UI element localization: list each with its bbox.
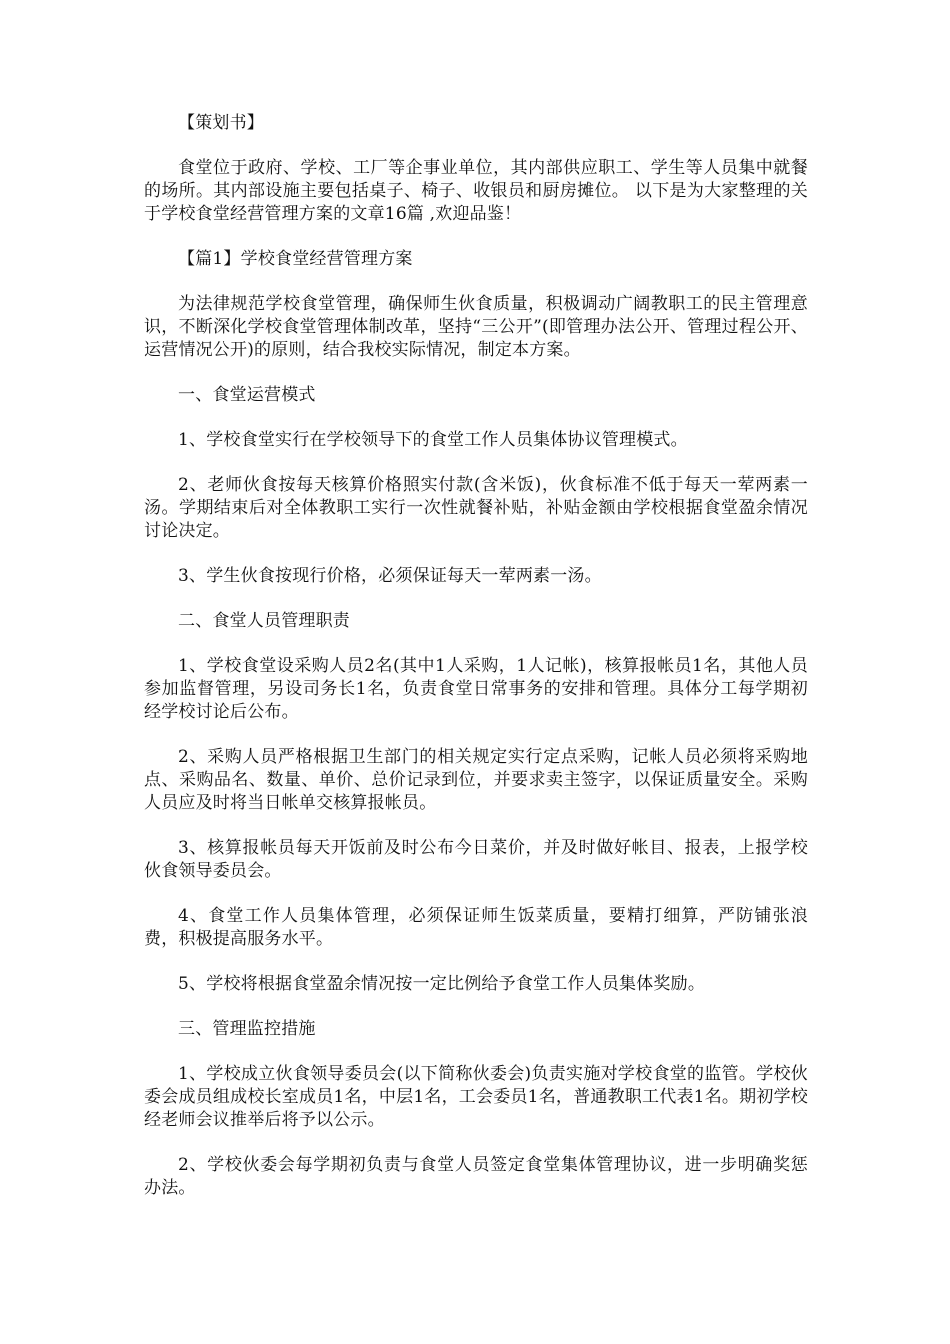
list-item: 2、老师伙食按每天核算价格照实付款(含米饭)，伙食标准不低于每天一荤两素一汤。学期结束后对全体教职工实行一次性就餐补贴，补贴金额由学校根据食堂盈余情况讨论决定。 <box>144 475 808 541</box>
body-paragraph: 为法律规范学校食堂管理，确保师生伙食质量，积极调动广阔教职工的民主管理意识，不断深化学校食堂管理体制改革，坚持“三公开”(即管理办法公开、管理过程公开、运营情况公开)的原则，结合我校实际情况，制定本方案。 <box>144 294 808 360</box>
list-item: 1、学校成立伙食领导委员会(以下简称伙委会)负责实施对学校食堂的监管。学校伙委会成员组成校长室成员1名，中层1名，工会委员1名，普通教职工代表1名。期初学校经老师会议推举后将予以公示。 <box>144 1064 808 1130</box>
document-body <box>144 112 808 1222</box>
section-heading: 三、管理监控措施 <box>178 1019 316 1039</box>
section-heading: 一、食堂运营模式 <box>178 385 316 405</box>
list-item: 1、学校食堂实行在学校领导下的食堂工作人员集体协议管理模式。 <box>178 430 688 450</box>
list-item: 1、学校食堂设采购人员2名(其中1人采购，1人记帐)，核算报帐员1名，其他人员参加监督管理，另设司务长1名，负责食堂日常事务的安排和管理。具体分工每学期初经学校讨论后公布。 <box>144 656 808 722</box>
list-item: 2、采购人员严格根据卫生部门的相关规定实行定点采购，记帐人员必须将采购地点、采购品名、数量、单价、总价记录到位，并要求卖主签字，以保证质量安全。采购人员应及时将当日帐单交核算报帐员。 <box>144 747 808 813</box>
intro-paragraph: 食堂位于政府、学校、工厂等企事业单位，其内部供应职工、学生等人员集中就餐的场所。其内部设施主要包括桌子、椅子、收银员和厨房摊位。 以下是为大家整理的关于学校食堂经营管理方案的文章16篇 ,欢迎品鉴！ <box>144 158 808 224</box>
list-item: 3、核算报帐员每天开饭前及时公布今日菜价，并及时做好帐目、报表，上报学校伙食领导委员会。 <box>144 838 808 881</box>
section-heading: 二、食堂人员管理职责 <box>178 611 350 631</box>
list-item: 3、学生伙食按现行价格，必须保证每天一荤两素一汤。 <box>178 566 602 586</box>
list-item: 4、食堂工作人员集体管理，必须保证师生饭菜质量，要精打细算，严防铺张浪费，积极提高服务水平。 <box>144 906 808 949</box>
list-item: 5、学校将根据食堂盈余情况按一定比例给予食堂工作人员集体奖励。 <box>178 974 706 994</box>
article-title: 【篇1】学校食堂经营管理方案 <box>178 249 413 269</box>
doc-section-label: 【策划书】 <box>178 113 264 133</box>
list-item: 2、学校伙委会每学期初负责与食堂人员签定食堂集体管理协议，进一步明确奖惩办法。 <box>144 1155 808 1198</box>
